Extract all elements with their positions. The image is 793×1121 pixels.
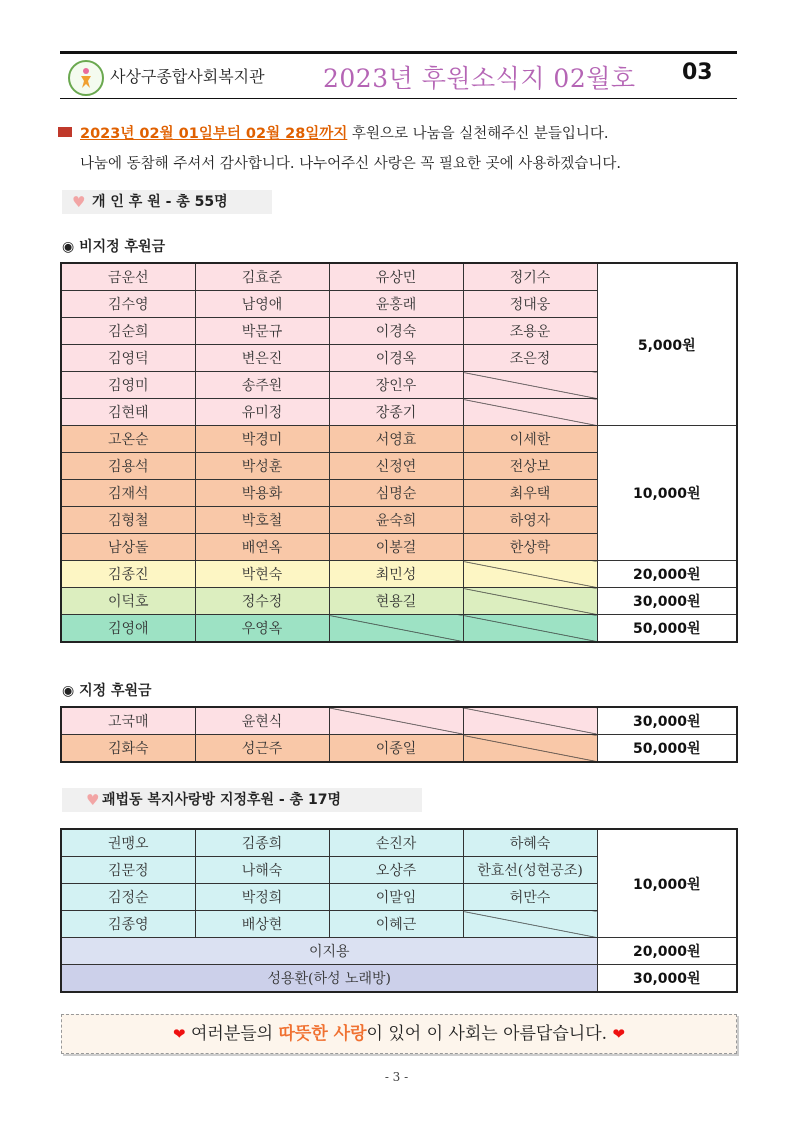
donor-name: 김문정 — [61, 857, 195, 884]
donor-name: 전상보 — [463, 453, 597, 480]
donor-name: 하영자 — [463, 507, 597, 534]
flag-icon — [58, 127, 72, 137]
donor-name: 변은진 — [195, 345, 329, 372]
donor-name: 이덕호 — [61, 588, 195, 615]
donation-amount: 10,000원 — [597, 829, 737, 938]
donor-name: 김영애 — [61, 615, 195, 643]
donor-name: 고온순 — [61, 426, 195, 453]
donor-name: 김효준 — [195, 263, 329, 291]
designated-heading: ◉ 지정 후원금 — [62, 683, 152, 699]
period-highlight: 2023년 02월 01일부터 02월 28일까지 — [80, 126, 348, 142]
logo-figure-icon — [79, 67, 93, 89]
table-row — [61, 615, 737, 643]
donor-name: 김화숙 — [61, 735, 195, 763]
donor-name: 유상민 — [329, 263, 463, 291]
donor-name: 유미정 — [195, 399, 329, 426]
table-row — [61, 938, 737, 965]
empty-cell — [463, 399, 597, 426]
love-room-section-badge — [62, 788, 422, 812]
donation-amount: 20,000원 — [597, 561, 737, 588]
donor-name: 최민성 — [329, 561, 463, 588]
donation-amount: 50,000원 — [597, 615, 737, 643]
individual-section-heading: 개 인 후 원 - 총 55명 — [92, 194, 228, 210]
donor-name: 장종기 — [329, 399, 463, 426]
empty-cell — [463, 372, 597, 399]
donor-name: 조은정 — [463, 345, 597, 372]
table-row — [61, 707, 737, 735]
donor-name: 손진자 — [329, 829, 463, 857]
heart-icon: ♥ — [72, 193, 86, 211]
donor-name: 김종영 — [61, 911, 195, 938]
donor-name: 이경옥 — [329, 345, 463, 372]
donor-name: 이종일 — [329, 735, 463, 763]
table-row — [61, 829, 737, 857]
org-logo — [68, 60, 104, 96]
donor-name: 성근주 — [195, 735, 329, 763]
donation-amount: 30,000원 — [597, 588, 737, 615]
donation-amount: 20,000원 — [597, 938, 737, 965]
love-room-section-heading: 괘법동 복지사랑방 지정후원 - 총 17명 — [102, 792, 341, 808]
donor-name: 배연옥 — [195, 534, 329, 561]
donor-name: 금운선 — [61, 263, 195, 291]
donor-name: 이봉걸 — [329, 534, 463, 561]
donor-name: 심명순 — [329, 480, 463, 507]
org-name: 사상구종합사회복지관 — [110, 67, 265, 86]
empty-cell — [463, 588, 597, 615]
donor-name: 신정연 — [329, 453, 463, 480]
donor-name: 서영효 — [329, 426, 463, 453]
donor-name: 하혜숙 — [463, 829, 597, 857]
table-row — [61, 561, 737, 588]
donor-name: 박경미 — [195, 426, 329, 453]
closing-message-box — [61, 1014, 737, 1054]
donor-name: 이지용 — [61, 938, 597, 965]
donor-name: 박정희 — [195, 884, 329, 911]
donor-name: 김형철 — [61, 507, 195, 534]
non-designated-heading: ◉ 비지정 후원금 — [62, 239, 166, 255]
donor-name: 김영미 — [61, 372, 195, 399]
empty-cell — [329, 615, 463, 643]
issue-page-number: 03 — [682, 60, 713, 85]
donor-name: 윤홍래 — [329, 291, 463, 318]
donor-name: 한상학 — [463, 534, 597, 561]
heart-icon: ❤ — [612, 1025, 626, 1043]
donor-name: 송주원 — [195, 372, 329, 399]
intro-line-1 — [58, 122, 609, 143]
closing-highlight: 따뜻한 사랑 — [278, 1024, 367, 1044]
donor-name: 박용화 — [195, 480, 329, 507]
header-top-rule — [60, 51, 737, 54]
page-title: 2023년 후원소식지 02월호 — [323, 64, 636, 93]
donor-name: 장인우 — [329, 372, 463, 399]
non-designated-table — [60, 262, 738, 643]
donor-name: 남영애 — [195, 291, 329, 318]
donor-name: 남상돌 — [61, 534, 195, 561]
donor-name: 김재석 — [61, 480, 195, 507]
donation-amount: 50,000원 — [597, 735, 737, 763]
table-row — [61, 588, 737, 615]
donor-name: 김영덕 — [61, 345, 195, 372]
donor-name: 정대웅 — [463, 291, 597, 318]
designated-table — [60, 706, 738, 763]
donor-name: 조용운 — [463, 318, 597, 345]
empty-cell — [329, 707, 463, 735]
empty-cell — [463, 615, 597, 643]
donor-name: 나해숙 — [195, 857, 329, 884]
closing-post: 이 있어 이 사회는 아름답습니다. — [366, 1024, 608, 1044]
donor-name: 김현태 — [61, 399, 195, 426]
intro-line-2: 나눔에 동참해 주셔서 감사합니다. 나누어주신 사랑은 꼭 필요한 곳에 사용하겠습니다. — [80, 156, 621, 172]
empty-cell — [463, 735, 597, 763]
donor-name: 박문규 — [195, 318, 329, 345]
donation-amount: 5,000원 — [597, 263, 737, 426]
love-room-table — [60, 828, 738, 993]
donor-name: 성용환(하성 노래방) — [61, 965, 597, 993]
donation-amount: 10,000원 — [597, 426, 737, 561]
donor-name: 윤현식 — [195, 707, 329, 735]
empty-cell — [463, 911, 597, 938]
donor-name: 김용석 — [61, 453, 195, 480]
donor-name: 배상현 — [195, 911, 329, 938]
donor-name: 박호철 — [195, 507, 329, 534]
donor-name: 이세한 — [463, 426, 597, 453]
donor-name: 한효선(성현공조) — [463, 857, 597, 884]
donor-name: 김정순 — [61, 884, 195, 911]
donor-name: 김종희 — [195, 829, 329, 857]
donor-name: 정기수 — [463, 263, 597, 291]
donor-name: 정수정 — [195, 588, 329, 615]
donor-name: 권맹오 — [61, 829, 195, 857]
table-row — [61, 735, 737, 763]
donor-name: 최우택 — [463, 480, 597, 507]
heart-icon: ♥ — [86, 791, 100, 809]
individual-section-badge — [62, 190, 272, 214]
page-footer-number: - 3 - — [384, 1070, 409, 1084]
header-bottom-rule — [60, 98, 737, 99]
donor-name: 고국매 — [61, 707, 195, 735]
heart-icon: ❤ — [172, 1025, 186, 1043]
donor-name: 이말임 — [329, 884, 463, 911]
closing-pre: 여러분들의 — [190, 1024, 279, 1044]
donor-name: 이경숙 — [329, 318, 463, 345]
donor-name: 김종진 — [61, 561, 195, 588]
donor-name: 오상주 — [329, 857, 463, 884]
intro-line-1-rest: 후원으로 나눔을 실천해주신 분들입니다. — [347, 126, 609, 142]
donor-name: 김수영 — [61, 291, 195, 318]
donor-name: 우영옥 — [195, 615, 329, 643]
donation-amount: 30,000원 — [597, 965, 737, 993]
empty-cell — [463, 561, 597, 588]
donor-name: 윤숙희 — [329, 507, 463, 534]
donor-name: 현용길 — [329, 588, 463, 615]
table-row — [61, 263, 737, 291]
table-row — [61, 965, 737, 993]
donor-name: 박성훈 — [195, 453, 329, 480]
donor-name: 김순희 — [61, 318, 195, 345]
donor-name: 허만수 — [463, 884, 597, 911]
table-row — [61, 426, 737, 453]
empty-cell — [463, 707, 597, 735]
donation-amount: 30,000원 — [597, 707, 737, 735]
donor-name: 이혜근 — [329, 911, 463, 938]
donor-name: 박현숙 — [195, 561, 329, 588]
